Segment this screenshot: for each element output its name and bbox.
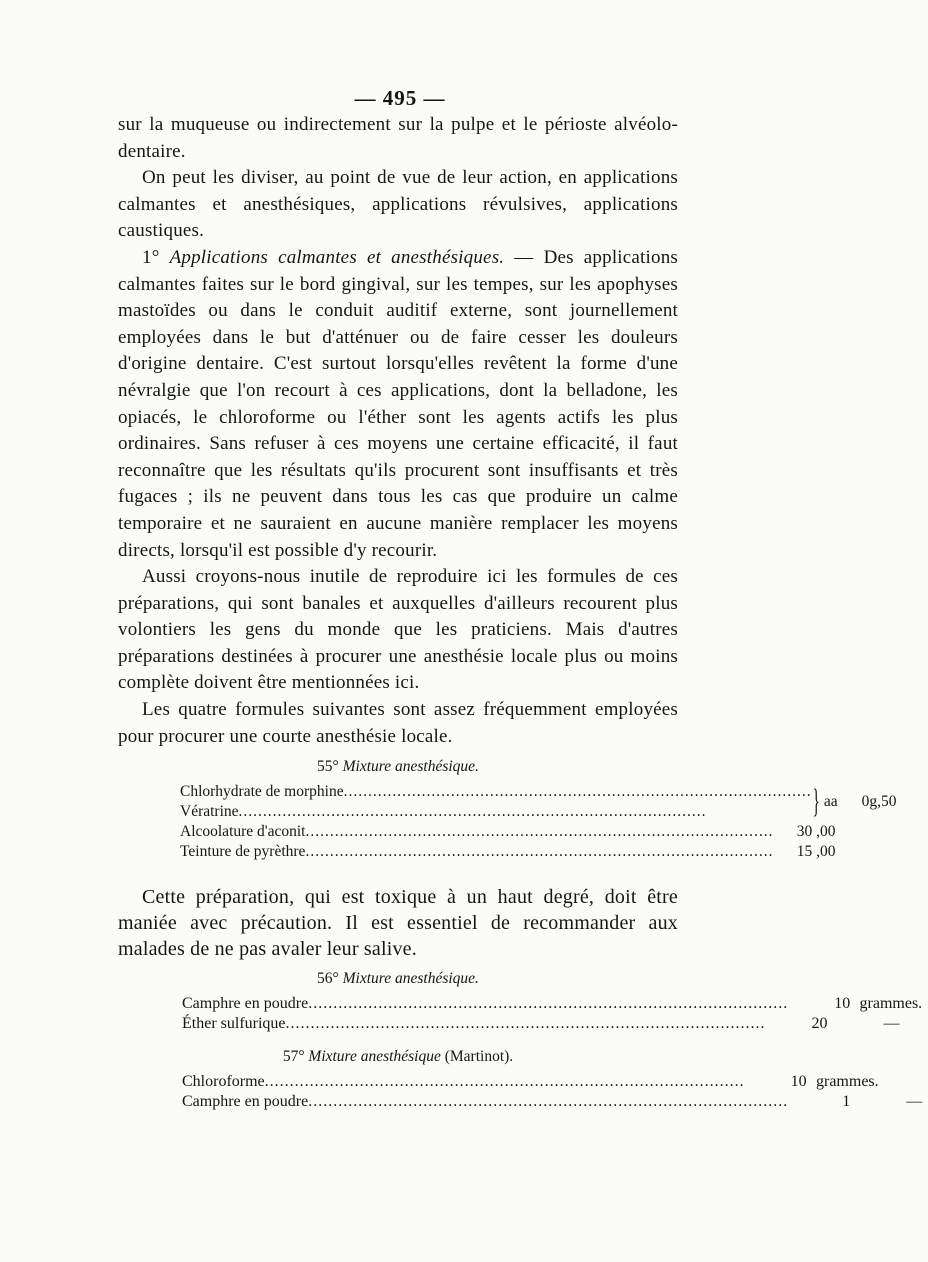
- leader-dots: [305, 822, 773, 842]
- paragraph-4: Aussi croyons-nous inutile de reproduire ici les formules de ces préparations, qui sont banales et auxquelles d'ailleurs recourent plus volontiers les gens du monde que les praticiens. Mais d'autres préparations destinées à procurer une anesthésie locale plus ou moins complète doivent être mentionnées ici.: [118, 566, 678, 694]
- formula-57-number: 57°: [282, 1048, 309, 1066]
- formula-56-title: [118, 970, 678, 988]
- ingredient-name: Chloroforme: [182, 1073, 265, 1091]
- ingredient-name: Éther sulfurique: [182, 1015, 286, 1033]
- formula-row: [180, 822, 836, 842]
- leader-dots: [344, 782, 812, 802]
- ingredient-unit: grammes.: [859, 995, 923, 1013]
- ingredient-name: Camphre en poudre: [182, 995, 309, 1013]
- formula-row: [182, 1092, 923, 1112]
- ingredient-name: Chlorhydrate de morphine: [180, 783, 344, 801]
- formula-57-author: (Martinot).: [440, 1048, 514, 1066]
- ingredient-name: Vératrine: [180, 803, 239, 821]
- paragraph-3: [118, 245, 678, 564]
- ingredient-unit: —: [883, 1015, 900, 1033]
- section-number: 1°: [142, 246, 170, 268]
- formula-row: [182, 1072, 879, 1092]
- formula-57-name: Mixture anesthésique: [308, 1048, 441, 1066]
- ingredient-quantity: 20: [811, 1015, 828, 1033]
- paragraph-6: Cette préparation, qui est toxique à un haut degré, doit être maniée avec précaution. Il est essentiel de recommander aux malades de ne pas avaler leur salive.: [118, 886, 678, 961]
- formula-row: [180, 782, 812, 802]
- page-body: [118, 112, 923, 1112]
- paragraph-1: sur la muqueuse ou indirectement sur la pulpe et le périoste alvéolo-dentaire.: [118, 114, 678, 162]
- ingredient-unit: —: [906, 1093, 923, 1111]
- formula-row: [180, 842, 836, 862]
- paragraph-5: Les quatre formules suivantes sont assez fréquemment employées pour procurer une courte anesthésie locale.: [118, 699, 678, 747]
- brace-symbol: }: [812, 783, 820, 821]
- formula-57-table: [182, 1072, 923, 1112]
- leader-dots: [286, 1014, 766, 1034]
- formula-56-name: Mixture anesthésique.: [342, 970, 479, 988]
- leader-dots: [308, 1092, 788, 1112]
- brace-aa: aa: [823, 793, 838, 811]
- formula-55-name: Mixture anesthésique.: [342, 758, 479, 776]
- ingredient-quantity: 10: [834, 995, 851, 1013]
- ingredient-name: Teinture de pyrèthre: [180, 843, 306, 861]
- brace-quantity: 0g,50: [861, 793, 897, 811]
- leader-dots: [308, 994, 788, 1014]
- ingredient-quantity: 15 ,00: [796, 843, 836, 861]
- formula-55-number: 55°: [317, 758, 343, 776]
- leader-dots: [265, 1072, 745, 1092]
- ingredient-quantity: 30 ,00: [796, 823, 836, 841]
- ingredient-quantity: 10: [790, 1073, 807, 1091]
- formula-row: [182, 1014, 900, 1034]
- section-title: Applications calmantes et anesthésiques.: [169, 246, 505, 268]
- leader-dots: [305, 842, 773, 862]
- formula-57-title: [118, 1048, 678, 1066]
- formula-56-number: 56°: [317, 970, 343, 988]
- ingredient-quantity: 1: [842, 1093, 851, 1111]
- ingredient-unit: grammes.: [816, 1073, 879, 1091]
- ingredient-name: Alcoolature d'aconit: [180, 823, 306, 841]
- formula-row: [180, 802, 812, 822]
- formula-55-brace-group: [180, 782, 897, 822]
- formula-55-title: [118, 758, 678, 776]
- formula-55-table: [180, 782, 897, 862]
- leader-dots: [239, 802, 812, 822]
- section-text: — Des applications calmantes faites sur le bord gingival, sur les tempes, sur les apophyses mastoïdes ou dans le conduit auditif externe, sont journellement employées dans le but d'atténuer ou de faire cesser les douleurs d'origine dentaire. C'est surtout lorsqu'elles revêtent la forme d'une névralgie que l'on recourt à ces applications, dont la belladone, les opiacés, le chloroforme ou l'éther sont les agents actifs les plus ordinaires. Sans refuser à ces moyens une certaine efficacité, il faut reconnaître que les résultats qu'ils procurent sont insuffisants et très fugaces ; ils ne peuvent dans tous les cas que produire un calme temporaire et ne sauraient en aucune manière remplacer les moyens directs, lorsqu'il est possible d'y recourir.: [118, 246, 678, 561]
- page-number: — 495 —: [354, 86, 446, 110]
- paragraph-2: On peut les diviser, au point de vue de leur action, en applications calmantes et anesthésiques, applications révulsives, applications caustiques.: [118, 167, 678, 242]
- formula-row: [182, 994, 923, 1014]
- formula-56-table: [182, 994, 923, 1034]
- ingredient-name: Camphre en poudre: [182, 1093, 309, 1111]
